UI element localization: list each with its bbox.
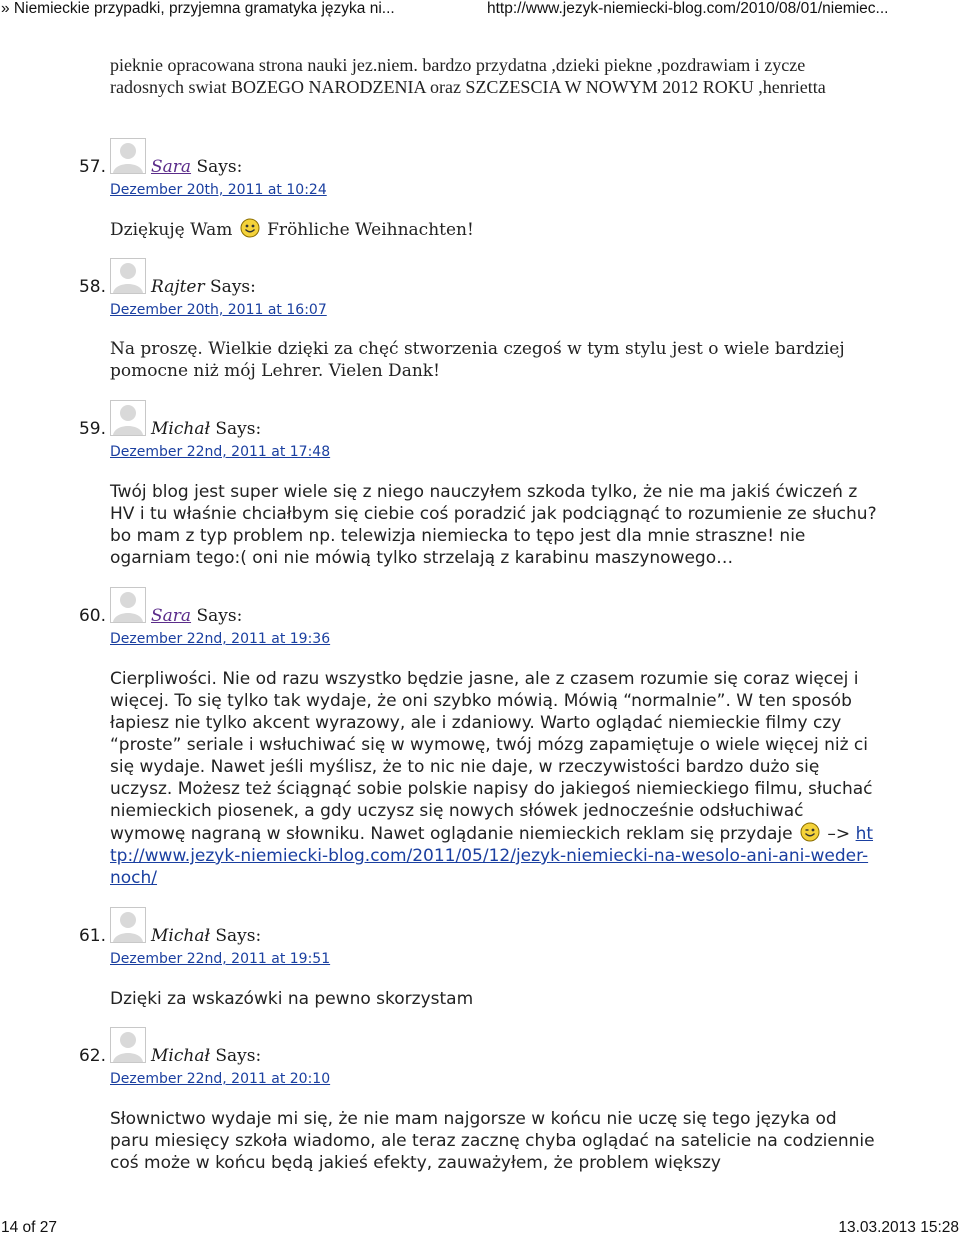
says-label: Says: <box>210 277 256 297</box>
comment-body: Dzięki za wskazówki na pewno skorzystam <box>110 989 474 1009</box>
arrow-text: –> <box>827 824 851 844</box>
avatar-icon <box>110 138 146 174</box>
comment-author <box>151 419 261 439</box>
smiley-icon <box>240 218 260 238</box>
comment-date-link[interactable]: Dezember 22nd, 2011 at 19:36 <box>110 631 331 647</box>
comment-date-link[interactable]: Dezember 22nd, 2011 at 17:48 <box>110 444 331 460</box>
author-name: Rajter <box>151 277 205 297</box>
author-name: Michał <box>151 419 210 439</box>
comment-body: Twój blog jest super wiele się z niego nauczyłem szkoda tylko, że nie ma jakiś ćwiczeń z HV i tu właśnie chciałbym się ciebie coś poradzić jak podciągnąć to rozumienie ze słuchu? bo mam z typ problem np. telewizja niemiecka to tępo jest dla mnie straszne! nie ogarniam tego:( oni nie mówią tylko strzelają z karabinu maszynowego… <box>110 482 877 568</box>
comment-date-link[interactable]: Dezember 22nd, 2011 at 20:10 <box>110 1071 331 1087</box>
page-url: http://www.jezyk-niemiecki-blog.com/2010/08/01/niemiec... <box>487 0 889 17</box>
previous-comment-text: pieknie opracowana strona nauki jez.niem. bardzo przydatna ,dzieki piekne ,pozdrawiam i zycze radosnych swiat BOZEGO NARODZENIA oraz SZCZESCIA W NOWYM 2012 ROKU ,henrietta <box>110 55 826 97</box>
comment-author <box>151 606 242 626</box>
comment-date-link[interactable]: Dezember 20th, 2011 at 16:07 <box>110 302 327 318</box>
author-link[interactable]: Sara <box>151 606 192 626</box>
page-title: » Niemieckie przypadki, przyjemna gramatyka języka ni... <box>1 0 395 17</box>
comment-date-link[interactable]: Dezember 22nd, 2011 at 19:51 <box>110 951 331 967</box>
comment-author <box>151 157 242 177</box>
avatar-icon <box>110 587 146 623</box>
wink-smiley-icon <box>800 822 820 842</box>
comment-body <box>110 668 875 889</box>
author-name: Michał <box>151 926 210 946</box>
says-label: Says: <box>215 926 262 946</box>
print-footer <box>0 1219 960 1235</box>
avatar-icon <box>110 258 146 294</box>
says-label: Says: <box>196 157 243 177</box>
comment-number: 59. <box>78 419 106 439</box>
avatar-icon <box>110 1027 146 1063</box>
says-label: Says: <box>215 1046 262 1066</box>
author-name: Michał <box>151 1046 210 1066</box>
comment-body <box>110 218 880 241</box>
comment-number: 61. <box>78 926 106 946</box>
page-counter: 14 of 27 <box>1 1219 58 1236</box>
comment-body: Na proszę. Wielkie dzięki za chęć stworzenia czegoś w tym stylu jest o wiele bardziej pomocne niż mój Lehrer. Vielen Dank! <box>110 339 845 381</box>
says-label: Says: <box>215 419 262 439</box>
comment-number: 60. <box>78 606 106 626</box>
avatar-icon <box>110 400 146 436</box>
print-header <box>0 0 960 24</box>
comment-author <box>151 277 256 297</box>
comment-text: Fröhliche Weihnachten! <box>267 220 474 240</box>
article-link[interactable]: http://www.jezyk-niemiecki-blog.com/2011/05/12/jezyk-niemiecki-na-wesolo-ani-ani-weder-noch/ <box>110 824 874 888</box>
comment-text: Cierpliwości. Nie od razu wszystko będzie jasne, ale z czasem rozumie się coraz więcej i więcej. To się tylko tak wydaje, że oni szybko mówią. Mówią “normalnie”. W ten sposób łapiesz nie tylko akcent wyrazowy, ale i zdaniowy. Warto oglądać niemieckie filmy czy “proste” seriale i wsłuchiwać się w wymowę, twój mózg zapamiętuje o wiele więcej niż ci się wydaje. Nawet jeśli myślisz, że to nic nie daje, w rzeczywistości bardzo dużo się uczysz. Możesz też ściągnąć sobie polskie napisy do jakiegoś niemieckiego filmu, słuchać niemieckich piosenek, a gdy uczysz się nowych słówek jednocześnie odsłuchiwać wymowę nagraną w słowniku. Nawet oglądanie niemieckich reklam się przydaje <box>110 669 873 844</box>
comment-text: Dziękuję Wam <box>110 220 233 240</box>
comment-number: 58. <box>78 277 106 297</box>
comment-body: Słownictwo wydaje mi się, że nie mam najgorsze w końcu nie uczę się tego języka od paru miesięcy szkoła wiadomo, ale teraz zacznę chyba oglądać na satelicie na codziennie coś może w końcu będą jakieś efekty, zauważyłem, że problem większy <box>110 1109 875 1173</box>
comment-author <box>151 1046 261 1066</box>
comment-author <box>151 926 261 946</box>
comment-date-link[interactable]: Dezember 20th, 2011 at 10:24 <box>110 182 327 198</box>
comment-number: 57. <box>78 157 106 177</box>
says-label: Says: <box>196 606 243 626</box>
avatar-icon <box>110 907 146 943</box>
author-link[interactable]: Sara <box>151 157 192 177</box>
print-datetime: 13.03.2013 15:28 <box>838 1219 959 1236</box>
comment-number: 62. <box>78 1046 106 1066</box>
